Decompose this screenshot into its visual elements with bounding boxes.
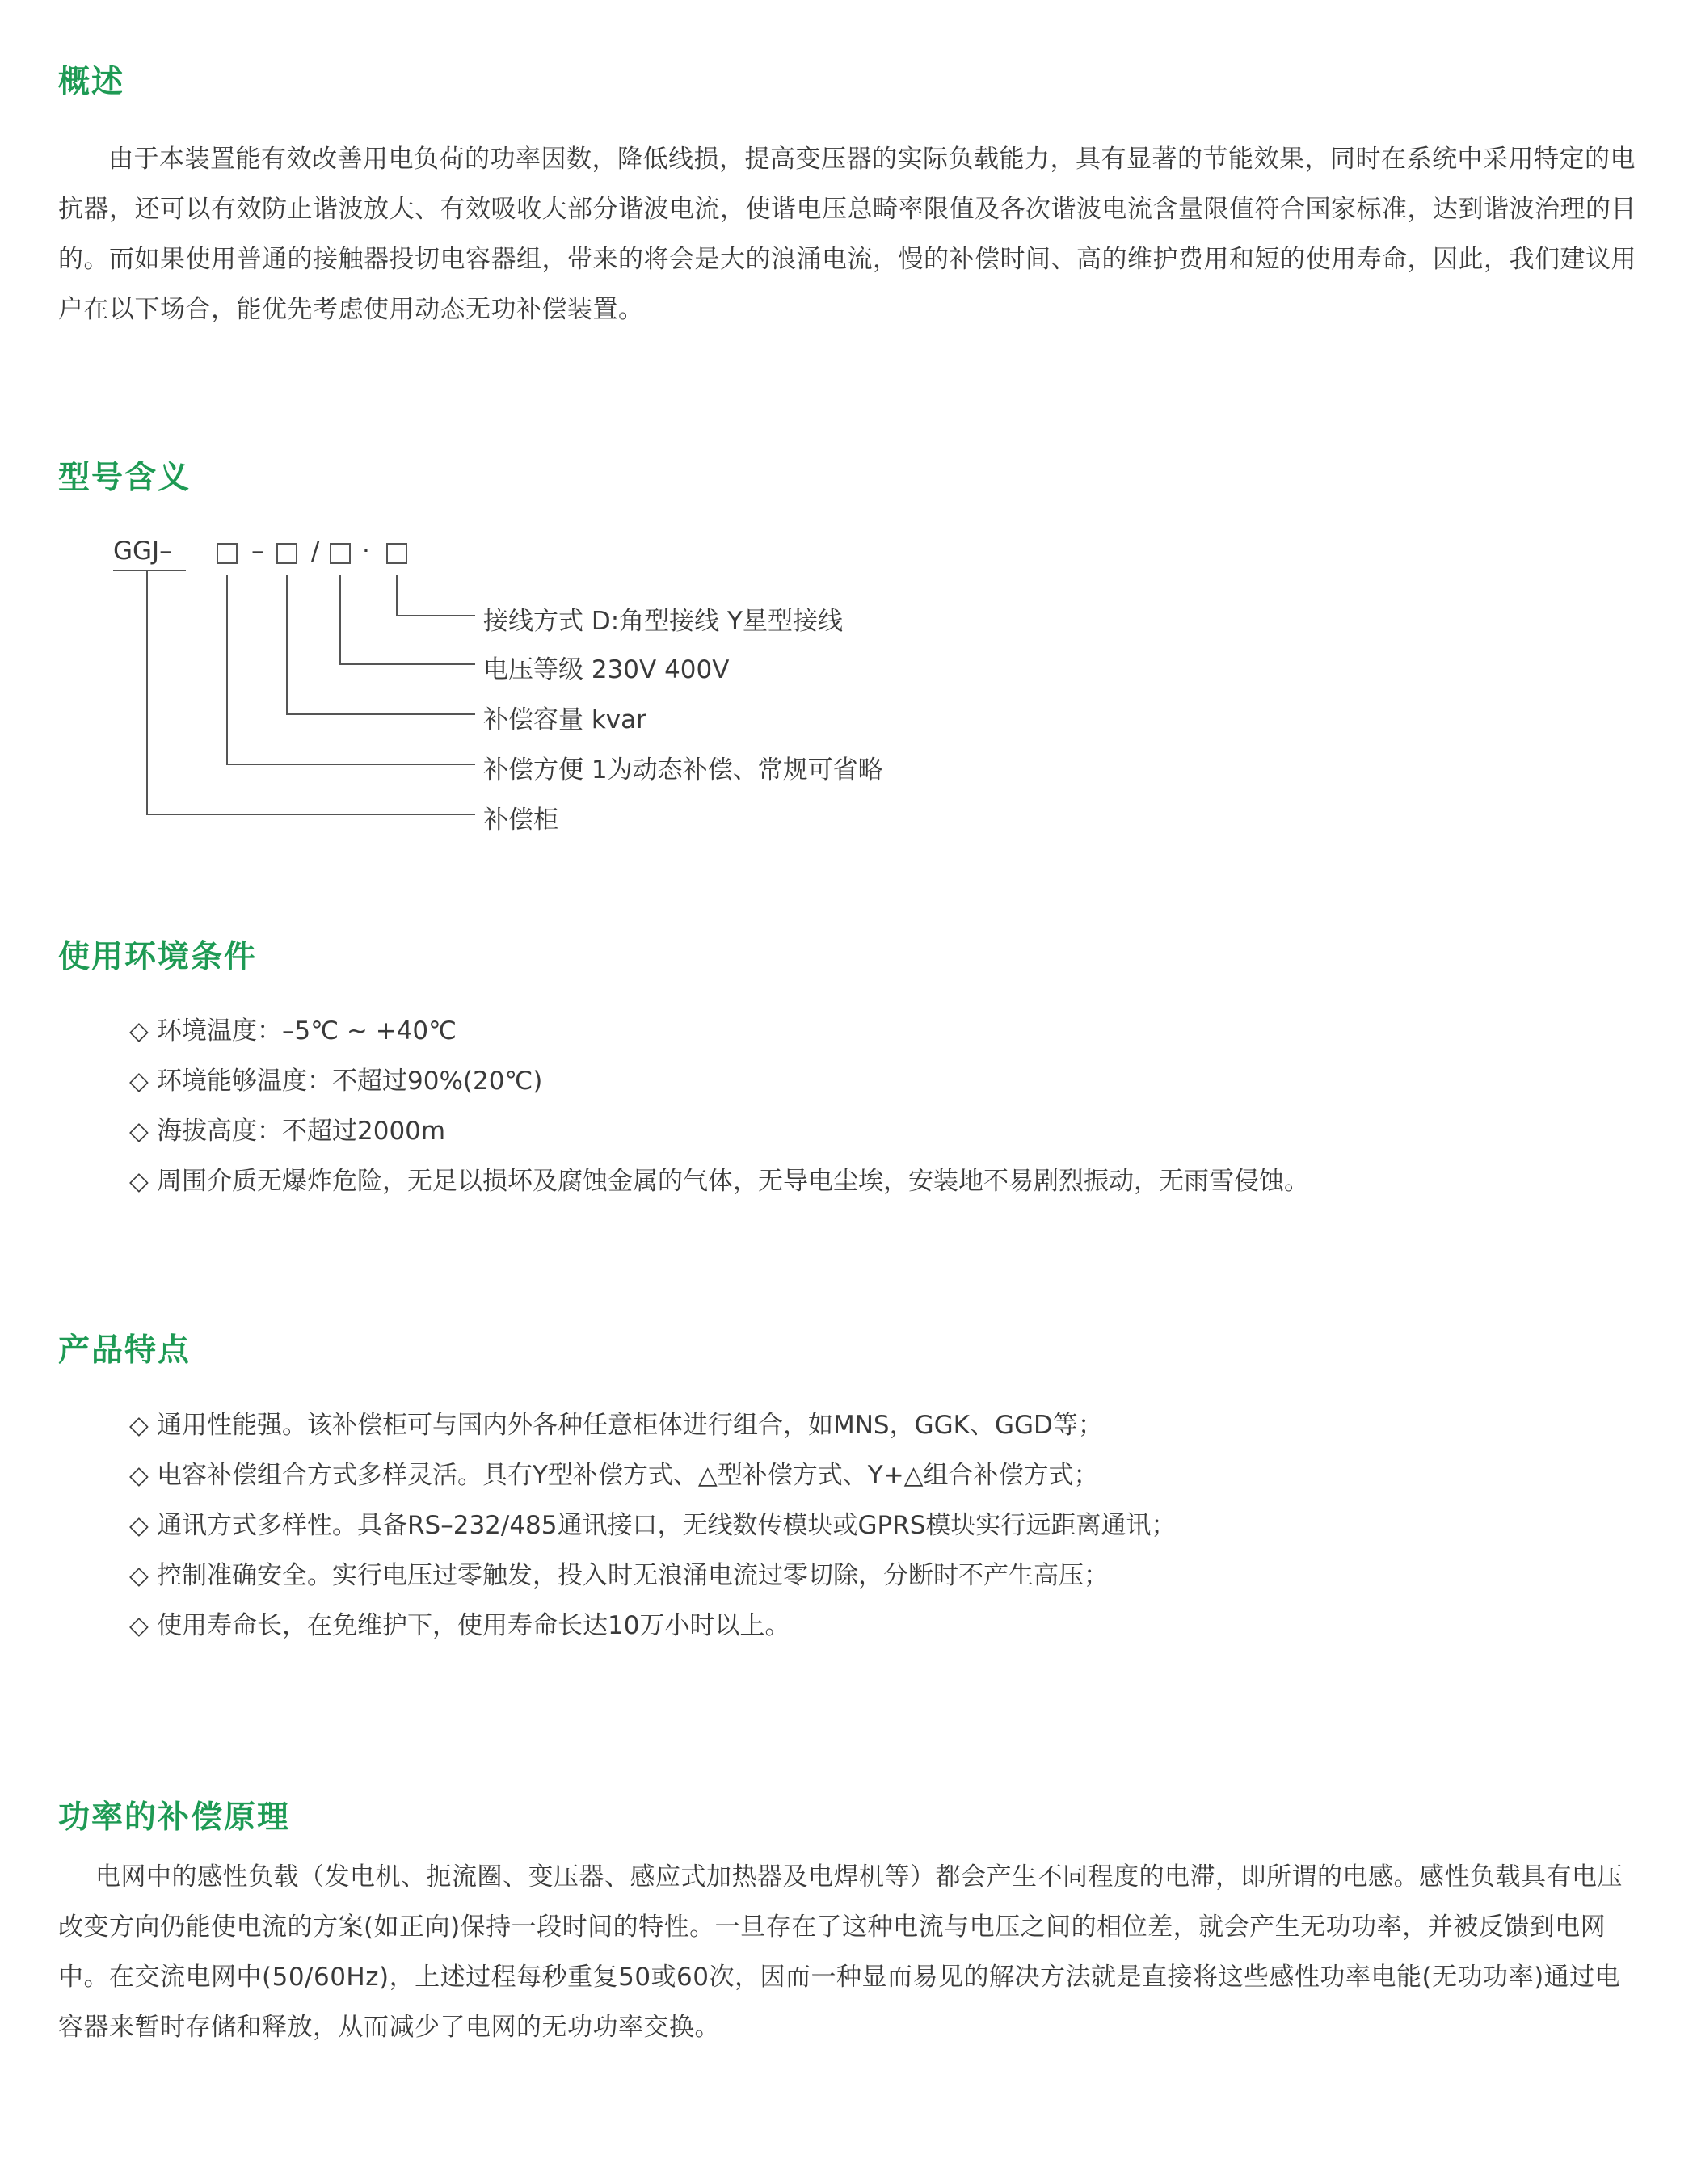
model-legend-mode: 补偿方便 1为动态补偿、常规可省略: [483, 755, 883, 785]
model-legend-capacity: 补偿容量 kvar: [483, 705, 646, 734]
principle-title: 功率的补偿原理: [58, 1799, 291, 1836]
model-legend-wiring: 接线方式 D:角型接线 Y星型接线: [483, 607, 843, 636]
diamond-bullet-icon: ◇: [129, 1611, 149, 1640]
model-title: 型号含义: [58, 460, 192, 496]
list-item: ◇ 海拔高度：不超过2000m: [129, 1106, 1309, 1156]
list-item: ◇ 周围介质无爆炸危险，无足以损坏及腐蚀金属的气体，无导电尘埃，安装地不易剧烈振动，无雨雪侵蚀。: [129, 1156, 1309, 1206]
model-legend-cabinet: 补偿柜: [483, 806, 558, 835]
model-separator-dot: ·: [362, 537, 370, 566]
overview-title: 概述: [58, 64, 125, 100]
model-legend-voltage: 电压等级 230V 400V: [483, 655, 730, 684]
list-item: ◇ 通讯方式多样性。具备RS–232/485通讯接口，无线数传模块或GPRS模块实行远距离通讯；: [129, 1500, 1176, 1551]
overview-text: 由于本装置能有效改善用电负荷的功率因数，降低线损，提高变压器的实际负载能力，具有显著的节能效果，同时在系统中采用特定的电抗器，还可以有效防止谐波放大、有效吸收大部分谐波电流，使谐电压总畸率限值及各次谐波电流含量限值符合国家标准，达到谐波治理的目的。而如果使用普通的接触器投切电容器组，带来的将会是大的浪涌电流，慢的补偿时间、高的维护费用和短的使用寿命，因此，我们建议用户在以下场合，能优先考虑使用动态无功补偿装置。: [58, 145, 1636, 324]
model-separator-slash: /: [311, 537, 320, 566]
list-item: ◇ 环境能够温度：不超过90%(20℃): [129, 1056, 1309, 1106]
diamond-bullet-icon: ◇: [129, 1167, 149, 1196]
diamond-bullet-icon: ◇: [129, 1016, 149, 1046]
features-list: [129, 1400, 1176, 1651]
diamond-bullet-icon: ◇: [129, 1067, 149, 1096]
diamond-bullet-icon: ◇: [129, 1411, 149, 1440]
diamond-bullet-icon: ◇: [129, 1561, 149, 1590]
list-item: ◇ 控制准确安全。实行电压过零触发，投入时无浪涌电流过零切除，分断时不产生高压；: [129, 1551, 1176, 1601]
features-title: 产品特点: [58, 1332, 192, 1369]
list-item: ◇ 环境温度：–5℃ ~ +40℃: [129, 1006, 1309, 1056]
environment-title: 使用环境条件: [58, 939, 258, 975]
diamond-bullet-icon: ◇: [129, 1511, 149, 1540]
list-item: ◇ 通用性能强。该补偿柜可与国内外各种任意柜体进行组合，如MNS，GGK、GGD等；: [129, 1400, 1176, 1450]
environment-list: [129, 1006, 1309, 1206]
diamond-bullet-icon: ◇: [129, 1117, 149, 1146]
model-separator-dash: –: [251, 537, 264, 566]
model-prefix: GGJ–: [113, 537, 172, 566]
list-item: ◇ 使用寿命长，在免维护下，使用寿命长达10万小时以上。: [129, 1601, 1176, 1651]
diamond-bullet-icon: ◇: [129, 1461, 149, 1490]
list-item: ◇ 电容补偿组合方式多样灵活。具有Y型补偿方式、△型补偿方式、Y+△组合补偿方式；: [129, 1450, 1176, 1500]
principle-text: 电网中的感性负载（发电机、扼流圈、变压器、感应式加热器及电焊机等）都会产生不同程度的电滞，即所谓的电感。感性负载具有电压改变方向仍能使电流的方案(如正向)保持一段时间的特性。一旦存在了这种电流与电压之间的相位差，就会产生无功功率，并被反馈到电网中。在交流电网中(50/60Hz)，上述过程每秒重复50或60次，因而一种显而易见的解决方法就是直接将这些感性功率电能(无功功率)通过电容器来暂时存储和释放，从而减少了电网的无功功率交换。: [58, 1862, 1623, 2042]
